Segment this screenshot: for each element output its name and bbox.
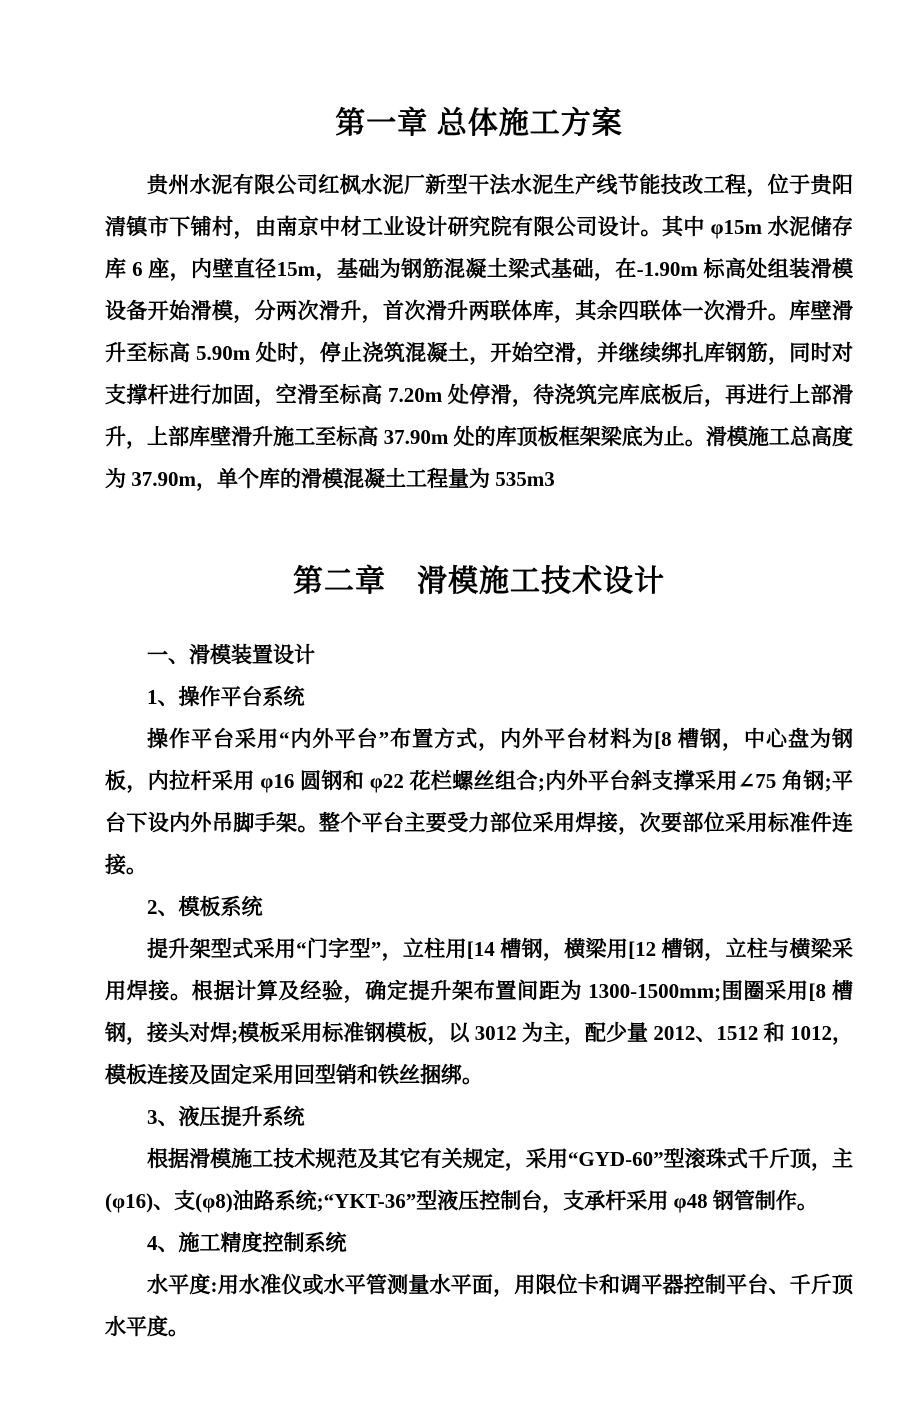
chapter-1-title: 第一章 总体施工方案 [335, 107, 623, 140]
section-paragraph-construction-precision-control-system: 水平度:用水准仪或水平管测量水平面，用限位卡和调平器控制平台、千斤顶水平度。 [105, 1273, 853, 1339]
section-heading-hydraulic-lifting-system: 3、液压提升系统 [147, 1105, 305, 1129]
chapter-1-paragraph: 贵州水泥有限公司红枫水泥厂新型干法水泥生产线节能技改工程，位于贵阳清镇市下铺村，由南京中材工业设计研究院有限公司设计。其中 φ15m 水泥储存库 6 座，内壁直径15m，基础为钢筋混凝土梁式基础，在-1.90m 标高处组装滑模设备开始滑模，分两次滑升，首次滑升两联体库，其余四联体一次滑升。库壁滑升至标高 5.90m 处时，停止浇筑混凝土，开始空滑，并继续绑扎库钢筋，同时对支撑杆进行加固，空滑至标高 7.20m 处停滑，待浇筑完库底板后，再进行上部滑升，上部库壁滑升施工至标高 37.90m 处的库顶板框架梁底为止。滑模施工总高度为 37.90m，单个库的滑模混凝土工程量为 535m3 [105, 173, 853, 491]
section-heading-construction-precision-control-system: 4、施工精度控制系统 [147, 1231, 347, 1255]
section-paragraph-hydraulic-lifting-system: 根据滑模施工技术规范及其它有关规定，采用“GYD-60”型滚珠式千斤顶，主(φ16)、支(φ8)油路系统;“YKT-36”型液压控制台，支承杆采用 φ48 钢管制作。 [105, 1147, 853, 1213]
chapter-2-title: 第二章 滑模施工技术设计 [293, 565, 665, 598]
section-heading-slipform-device-design: 一、滑模装置设计 [147, 643, 315, 667]
section-paragraph-operating-platform-system: 操作平台采用“内外平台”布置方式，内外平台材料为[8 槽钢，中心盘为钢板，内拉杆采用 φ16 圆钢和 φ22 花栏螺丝组合;内外平台斜支撑采用∠75 角钢;平台下设内外吊脚手架。整个平台主要受力部位采用焊接，次要部位采用标准件连接。 [105, 727, 853, 877]
section-heading-operating-platform-system: 1、操作平台系统 [147, 685, 305, 709]
document-page [0, 106, 920, 1408]
section-paragraph-formwork-system: 提升架型式采用“门字型”，立柱用[14 槽钢，横梁用[12 槽钢，立柱与横梁采用焊接。根据计算及经验，确定提升架布置间距为 1300-1500mm;围圈采用[8 槽钢，接头对焊;模板采用标准钢模板，以 3012 为主，配少量 2012、1512 和 1012，模板连接及固定采用回型销和铁丝捆绑。 [105, 937, 853, 1087]
section-heading-formwork-system: 2、模板系统 [147, 895, 263, 919]
